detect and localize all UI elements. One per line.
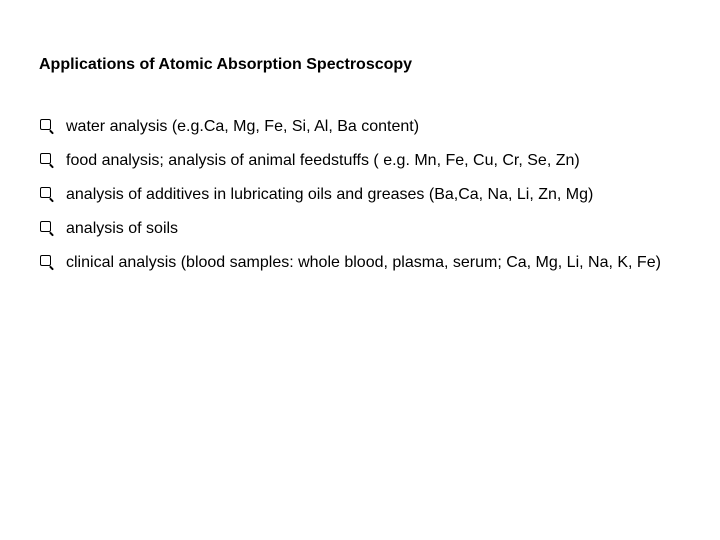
bullet-text: clinical analysis (blood samples: whole blood, plasma, serum; Ca, Mg, Li, Na, K, Fe): [66, 254, 661, 271]
bullet-item-clinical-analysis: [39, 246, 699, 280]
bullet-item-food-analysis: [39, 144, 699, 178]
q-square-bullet-icon: [40, 255, 51, 266]
q-square-bullet-icon: [40, 153, 51, 164]
bullet-text: analysis of soils: [66, 220, 179, 237]
q-square-bullet-icon: [40, 187, 51, 198]
slide-title: Applications of Atomic Absorption Spectroscopy: [39, 56, 413, 73]
bullet-item-soil-analysis: [39, 212, 699, 246]
bullet-item-additives-analysis: [39, 178, 699, 212]
bullet-text: analysis of additives in lubricating oils and greases (Ba,Ca, Na, Li, Zn, Mg): [66, 186, 594, 203]
bullet-text: water analysis (e.g.Ca, Mg, Fe, Si, Al, Ba content): [66, 118, 420, 135]
q-square-bullet-icon: [40, 119, 51, 130]
bullet-list: [39, 110, 699, 280]
bullet-item-water-analysis: [39, 110, 699, 144]
bullet-text: food analysis; analysis of animal feedstuffs ( e.g. Mn, Fe, Cu, Cr, Se, Zn): [66, 152, 580, 169]
q-square-bullet-icon: [40, 221, 51, 232]
